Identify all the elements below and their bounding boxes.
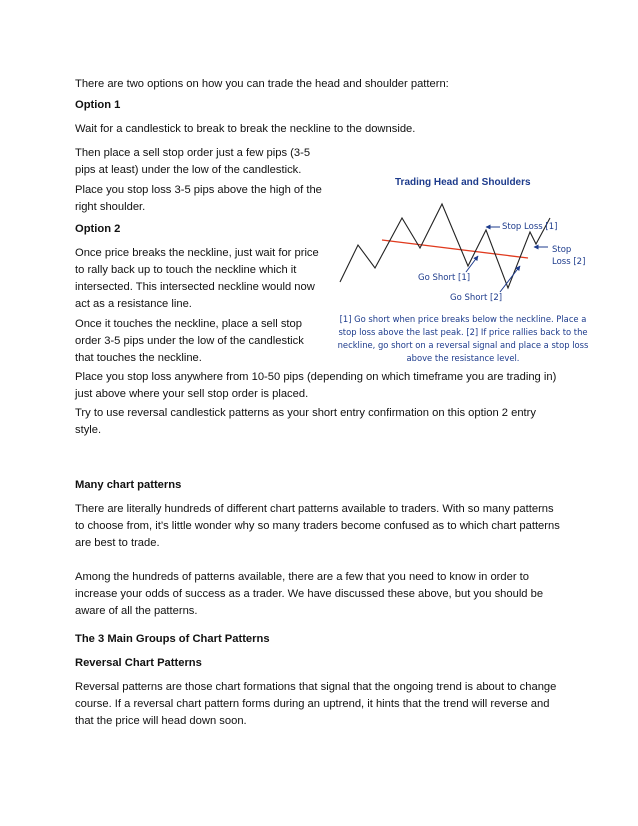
option2-paragraph-1: Once price breaks the neckline, just wait for price to rally back up to touch the neckline which it intersected. This intersected neckline would now act as a resistance line.: [75, 247, 319, 310]
many-patterns-paragraph-1: There are literally hundreds of different chart patterns available to traders. With so many patterns to choose from, it’s little wonder why so many traders become confused as to which chart patterns are best to trade.: [75, 503, 560, 549]
option1-paragraph-2: Then place a sell stop order just a few pips (3-5 pips at least) under the low of the candlestick.: [75, 147, 311, 176]
stop-loss-2-label-line2: Loss [2]: [552, 257, 586, 267]
stop-loss-2-label-line1: Stop: [552, 245, 572, 255]
go-short-2-label: Go Short [2]: [450, 293, 503, 303]
reversal-patterns-heading: Reversal Chart Patterns: [75, 657, 202, 669]
go-short-1-label: Go Short [1]: [418, 273, 471, 283]
figure-caption: [1] Go short when price breaks below the neckline. Place a stop loss above the last peak. [2] If price rallies back to the neckline, go short on a reversal signal and place a stop loss above the resistance level.: [337, 314, 589, 363]
option2-heading: Option 2: [75, 223, 121, 235]
head-and-shoulders-figure: [330, 170, 592, 363]
many-patterns-paragraph-2: Among the hundreds of patterns available, there are a few that you need to know in order to increase your odds of success as a trader. We have discussed these above, but you should be aware of all the patterns.: [75, 571, 544, 617]
many-patterns-heading: Many chart patterns: [75, 479, 182, 491]
reversal-patterns-paragraph: Reversal patterns are those chart formations that signal that the ongoing trend is about to change course. If a reversal chart pattern forms during an uptrend, it hints that the trend will reverse and that the price will head down soon.: [75, 681, 557, 727]
go-short-2-arrow: [500, 266, 520, 292]
option1-paragraph-1: Wait for a candlestick to break to break the neckline to the downside.: [75, 123, 416, 135]
option2-paragraph-2: Once it touches the neckline, place a sell stop order 3-5 pips under the low of the candlestick that touches the neckline.: [75, 318, 304, 364]
option1-heading: Option 1: [75, 99, 121, 111]
intro-text: There are two options on how you can trade the head and shoulder pattern:: [75, 78, 449, 90]
option2-paragraph-3: Place you stop loss anywhere from 10-50 pips (depending on which timeframe you are trading in) just above where your sell stop order is placed.: [75, 371, 557, 400]
stop-loss-1-label: Stop Loss [1]: [502, 222, 558, 232]
figure-title: Trading Head and Shoulders: [395, 177, 531, 188]
neckline: [382, 240, 528, 258]
option1-paragraph-3: Place you stop loss 3-5 pips above the high of the right shoulder.: [75, 184, 322, 213]
option2-paragraph-4: Try to use reversal candlestick patterns as your short entry confirmation on this option 2 entry style.: [75, 407, 536, 436]
groups-heading: The 3 Main Groups of Chart Patterns: [75, 633, 270, 645]
